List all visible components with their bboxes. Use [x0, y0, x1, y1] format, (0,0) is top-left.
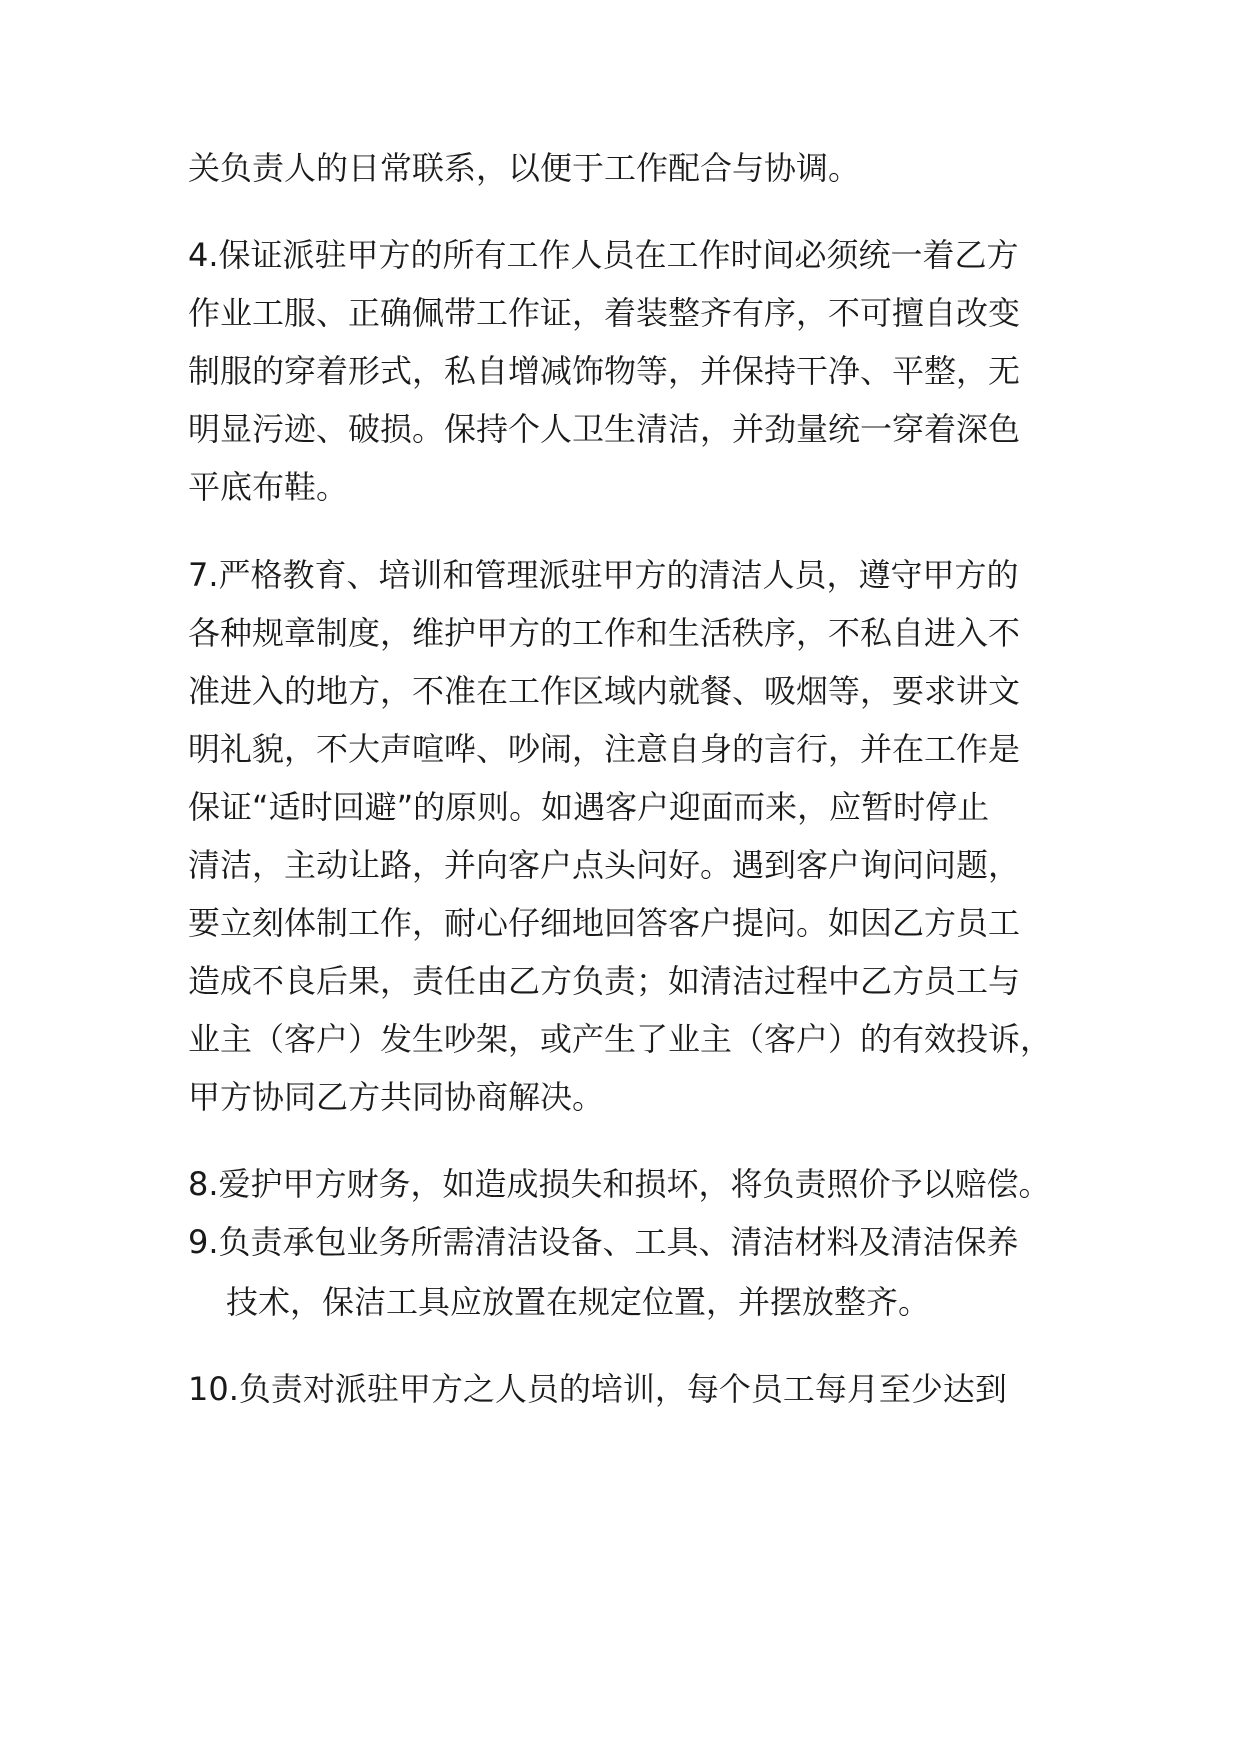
item-9-line-1: 9.负责承包业务所需清洁设备、工具、清洁材料及清洁保养 — [188, 1223, 1019, 1261]
item-7-line-2: 各种规章制度，维护甲方的工作和生活秩序，不私自进入不 — [188, 614, 1021, 652]
item-7-line-5: 保证“适时回避”的原则。如遇客户迎面而来，应暂时停止 — [188, 788, 990, 826]
item-7-line-1: 7.严格教育、培训和管理派驻甲方的清洁人员，遵守甲方的 — [188, 556, 1019, 594]
item-7-line-7: 要立刻体制工作，耐心仔细地回答客户提问。如因乙方员工 — [188, 904, 1021, 942]
item-4-line-1: 4.保证派驻甲方的所有工作人员在工作时间必须统一着乙方 — [188, 236, 1019, 274]
item-7-line-3: 准进入的地方，不准在工作区域内就餐、吸烟等，要求讲文 — [188, 672, 1021, 710]
item-4-line-2: 作业工服、正确佩带工作证，着装整齐有序，不可擅自改变 — [188, 294, 1021, 332]
item-7-line-6: 清洁，主动让路，并向客户点头问好。遇到客户询问问题， — [188, 846, 1021, 884]
item-7-line-10: 甲方协同乙方共同协商解决。 — [188, 1078, 605, 1116]
item-4-line-5: 平底布鞋。 — [188, 468, 349, 506]
item-9-line-2: 技术，保洁工具应放置在规定位置，并摆放整齐。 — [226, 1283, 931, 1321]
item-7-line-8: 造成不良后果，责任由乙方负责；如清洁过程中乙方员工与 — [188, 962, 1021, 1000]
item-10-line-1: 10.负责对派驻甲方之人员的培训，每个员工每月至少达到 — [188, 1370, 1007, 1408]
item-7-line-4: 明礼貌，不大声喧哗、吵闹，注意自身的言行，并在工作是 — [188, 730, 1021, 768]
item-4-line-4: 明显污迹、破损。保持个人卫生清洁，并劲量统一穿着深色 — [188, 410, 1021, 448]
item-4-line-3: 制服的穿着形式，私自增减饰物等，并保持干净、平整，无 — [188, 352, 1021, 390]
paragraph-continuation-line: 关负责人的日常联系，以便于工作配合与协调。 — [188, 149, 861, 187]
item-7-line-9: 业主（客户）发生吵架，或产生了业主（客户）的有效投诉， — [188, 1020, 1053, 1058]
item-8-line-1: 8.爱护甲方财务，如造成损失和损坏，将负责照价予以赔偿。 — [188, 1165, 1051, 1203]
